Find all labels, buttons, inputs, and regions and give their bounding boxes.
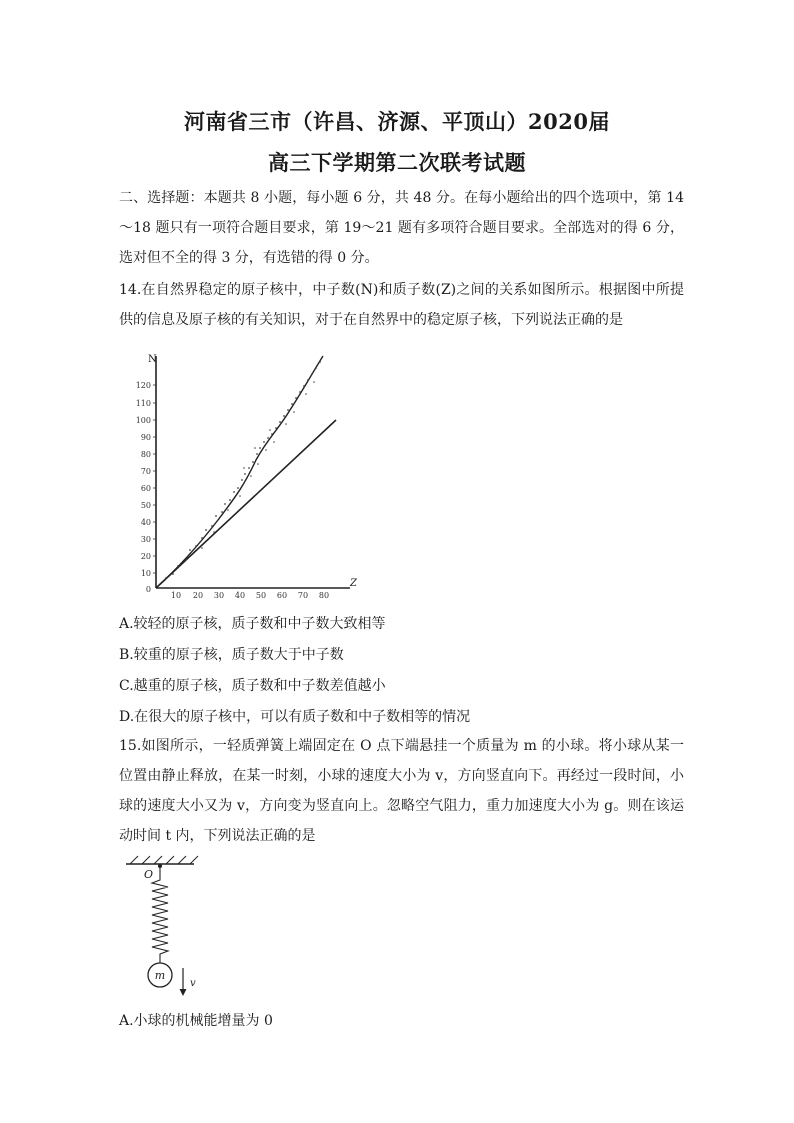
- doc-title-line1: 河南省三市（许昌、济源、平顶山）2020届: [184, 109, 610, 134]
- q14-option-a: A.较轻的原子核，质子数和中子数大致相等: [119, 616, 386, 632]
- doc-title-line2: 高三下学期第二次联考试题: [268, 150, 526, 175]
- x-tick-labels: [171, 591, 329, 600]
- velocity-arrowhead: [180, 989, 187, 996]
- q14-option-b: B.较重的原子核，质子数大于中子数: [119, 647, 344, 663]
- y-tick: 110: [135, 399, 151, 408]
- q14-option-c: C.越重的原子核，质子数和中子数差值越小: [119, 678, 386, 694]
- x-tick: 10: [170, 591, 182, 600]
- x-tick: 40: [234, 591, 246, 600]
- y-tick: 30: [140, 535, 151, 544]
- y-tick: 100: [135, 416, 151, 425]
- x-tick: 50: [255, 591, 267, 600]
- stability-scatter: [165, 361, 321, 579]
- pivot-label: O: [144, 868, 154, 881]
- x-tick: 30: [213, 591, 225, 600]
- spring: [152, 868, 168, 963]
- y-tick: 120: [135, 381, 151, 390]
- y-tick: 90: [140, 433, 151, 442]
- mass-label: m: [154, 969, 166, 982]
- y-axis-label: N: [148, 354, 157, 365]
- stability-curve: [156, 356, 323, 588]
- y-tick-labels: [136, 381, 151, 594]
- y-tick: 0: [145, 585, 151, 594]
- nz-stability-figure: [118, 350, 358, 600]
- ceiling-hatch: [130, 856, 198, 864]
- q15-stem: 15.如图所示，一轻质弹簧上端固定在 O 点下端悬挂一个质量为 m 的小球。将小球从某一位置由静止释放，在某一时刻，小球的速度大小为 v，方向竖直向下。再经过一段时间，小球的速度大小又为 v，方向变为竖直向上。忽略空气阻力，重力加速度大小为 g。则在该运动时间 t 内，下列说法正确的是: [119, 738, 684, 844]
- y-tick: 20: [140, 552, 151, 561]
- pivot-point: [158, 864, 162, 868]
- y-tick: 50: [140, 501, 151, 510]
- y-tick: 80: [140, 450, 151, 459]
- x-tick: 70: [297, 591, 309, 600]
- y-tick: 40: [140, 518, 151, 527]
- y-tick: 70: [140, 467, 151, 476]
- q15-option-a: A.小球的机械能增量为 0: [119, 1013, 273, 1029]
- velocity-label: v: [190, 978, 196, 989]
- x-tick: 60: [276, 591, 288, 600]
- x-tick: 20: [192, 591, 204, 600]
- y-tick: 60: [140, 484, 151, 493]
- n-equals-z-line: [156, 420, 336, 588]
- y-tick: 10: [140, 569, 151, 578]
- section-intro: 二、选择题：本题共 8 小题，每小题 6 分，共 48 分。在每小题给出的四个选项中，第 14～18 题只有一项符合题目要求，第 19～21 题有多项符合题目要求。全部选对的得 6 分，选对但不全的得 3 分，有选错的得 0 分。: [119, 190, 684, 266]
- x-axis-label: Z: [350, 578, 357, 589]
- x-tick: 80: [318, 591, 330, 600]
- spring-mass-figure: [118, 852, 208, 1002]
- q14-option-d: D.在很大的原子核中，可以有质子数和中子数相等的情况: [119, 709, 471, 725]
- q14-stem: 14.在自然界稳定的原子核中，中子数(N)和质子数(Z)之间的关系如图所示。根据图中所提供的信息及原子核的有关知识，对于在自然界中的稳定原子核，下列说法正确的是: [119, 282, 684, 328]
